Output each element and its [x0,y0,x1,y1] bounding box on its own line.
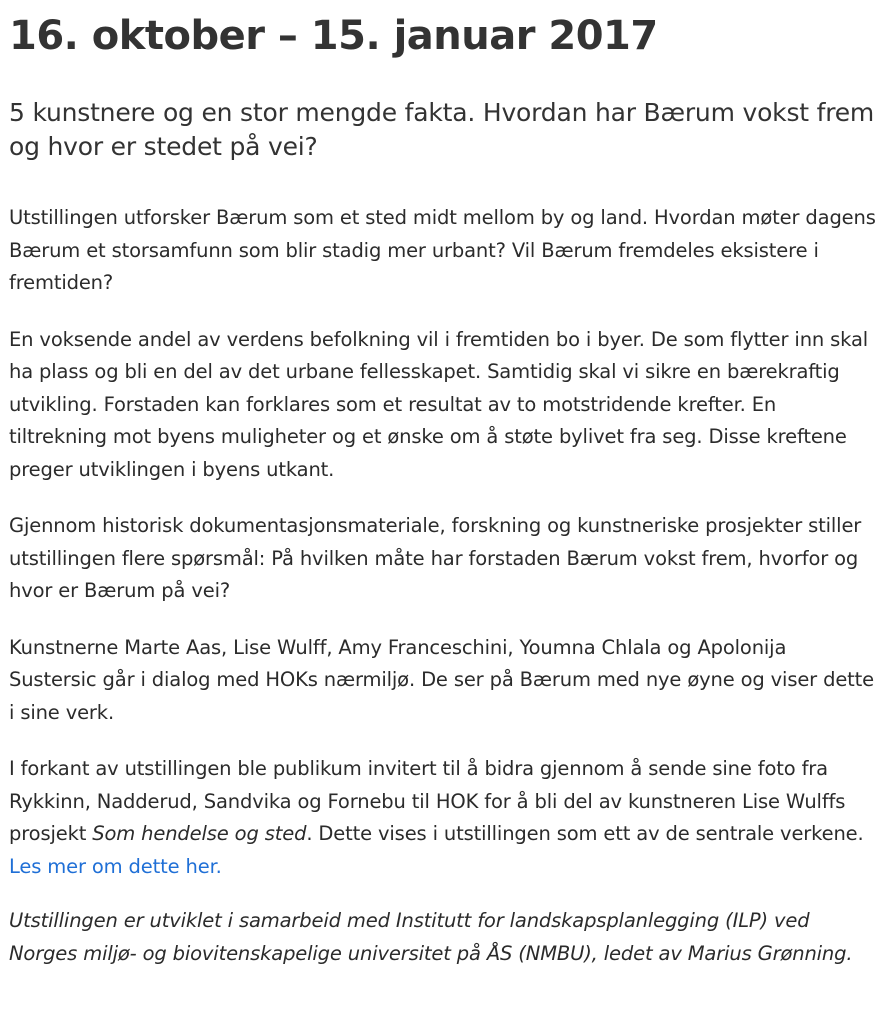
paragraph-population: En voksende andel av verdens befolkning vil i fremtiden bo i byer. De som flytter inn skal ha plass og bli en del av det urbane fellesskapet. Samtidig skal vi sikre en bærekraftig utvikling. Forstaden kan forklares som et resultat av to motstridende krefter. En tiltrekning mot byens muligheter og et ønske om å støte bylivet fra seg. Disse kreftene preger utviklingen i byens utkant. [9,327,869,481]
paragraph-artists: Kunstnerne Marte Aas, Lise Wulff, Amy Franceschini, Youmna Chlala og Apolonija Sustersic går i dialog med HOKs nærmiljø. De ser på Bærum med nye øyne og viser dette i sine verk. [9,635,875,724]
paragraph-public-invite [9,753,879,883]
read-more-link[interactable]: Les mer om dette her. [9,854,222,878]
paragraph-questions: Gjennom historisk dokumentasjonsmateriale, forskning og kunstneriske prosjekter stiller utstillingen flere spørsmål: På hvilken måte har forstaden Bærum vokst frem, hvorfor og hvor er Bærum på vei? [9,514,862,602]
exhibition-dates-heading: 16. oktober – 15. januar 2017 [9,13,658,59]
invite-text-continued: . Dette vises i utstillingen som ett av de sentrale verkene. [306,822,864,845]
paragraph-intro: Utstillingen utforsker Bærum som et sted midt mellom by og land. Hvordan møter dagens Bærum et storsamfunn som blir stadig mer urbant? Vil Bærum fremdeles eksistere i fremtiden? [9,206,876,294]
collaboration-note: Utstillingen er utviklet i samarbeid med Institutt for landskapsplanlegging (ILP) ved Norges miljø- og biovitenskapelige universitet på ÅS (NMBU), ledet av Marius Grønning. [9,909,853,965]
project-title: Som hendelse og sted [92,822,307,845]
invite-text: I forkant av utstillingen ble publikum invitert til å bidra gjennom å sende sine foto fra Rykkinn, Nadderud, Sandvika og Fornebu til HOK for å bli del av kunstneren Lise Wulffs prosjekt [9,757,846,845]
lead-text: 5 kunstnere og en stor mengde fakta. Hvordan har Bærum vokst frem og hvor er stedet på vei? [9,98,875,161]
